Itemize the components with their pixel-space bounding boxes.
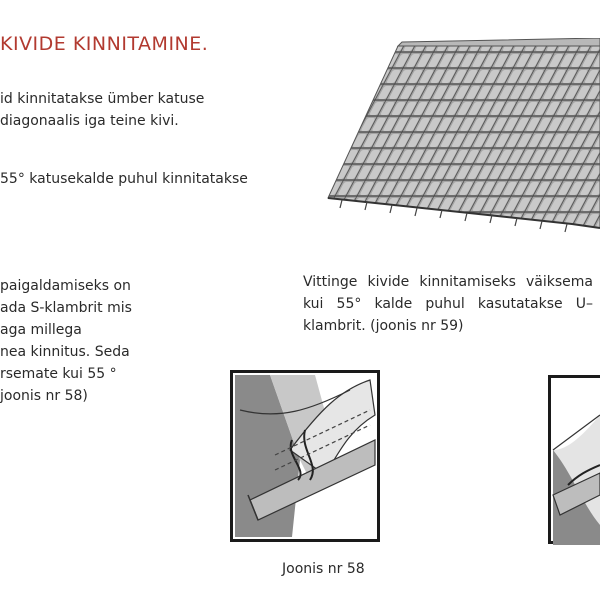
paragraph-line: nea kinnitus. Seda <box>0 344 130 360</box>
paragraph-line: aga millega <box>0 322 82 338</box>
roof-tiles-illustration <box>322 38 600 238</box>
paragraph-4 <box>303 271 593 337</box>
paragraph-1 <box>0 88 204 132</box>
paragraph-line: 55° katusekalde puhul kinnitatakse <box>0 171 248 187</box>
figure-caption: Joonis nr 58 <box>282 561 365 577</box>
page-title: KIVIDE KINNITAMINE. <box>0 33 209 55</box>
paragraph-line: kui 55° kalde puhul kasutatakse U– <box>303 296 593 312</box>
u-clip-figure <box>548 375 600 545</box>
paragraph-line: ada S-klambrit mis <box>0 300 132 316</box>
paragraph-line: rsemate kui 55 ° <box>0 366 117 382</box>
paragraph-line: Vittinge kivide kinnitamiseks väiksema <box>303 274 593 290</box>
s-clip-figure <box>230 370 380 542</box>
paragraph-2 <box>0 168 248 190</box>
paragraph-line: klambrit. (joonis nr 59) <box>303 318 464 334</box>
paragraph-line: diagonaalis iga teine kivi. <box>0 113 179 129</box>
paragraph-line: joonis nr 58) <box>0 388 88 404</box>
paragraph-3 <box>0 275 132 407</box>
paragraph-line: paigaldamiseks on <box>0 278 131 294</box>
paragraph-line: id kinnitatakse ümber katuse <box>0 91 205 107</box>
